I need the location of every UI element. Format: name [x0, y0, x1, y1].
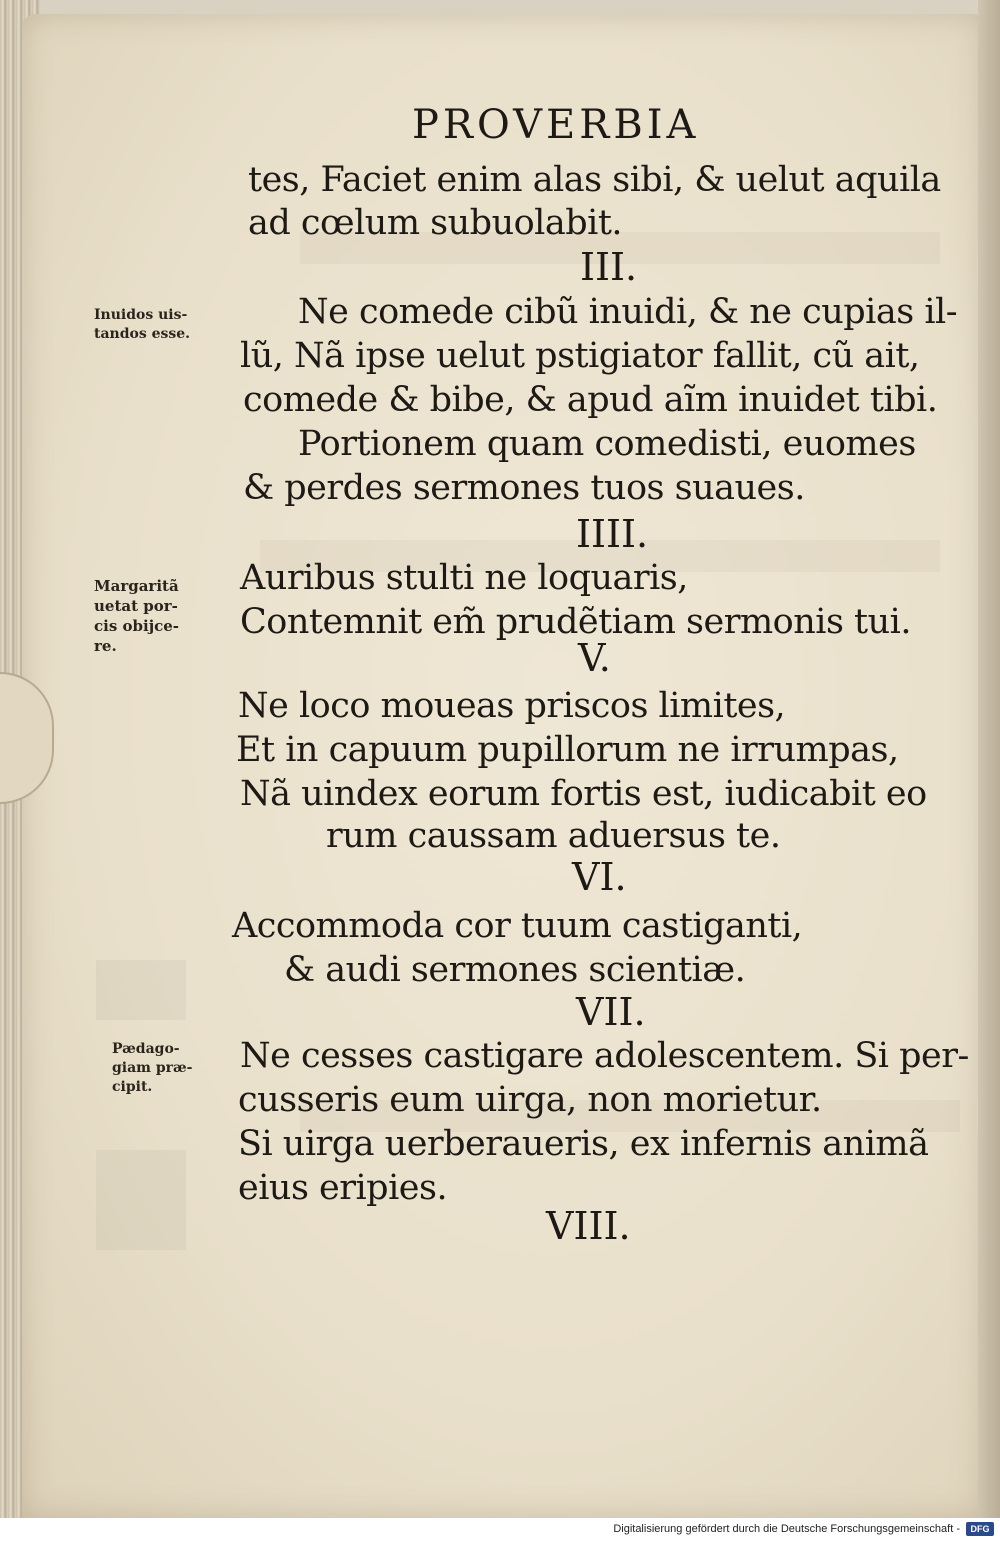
section-numeral: VI. [572, 855, 627, 899]
text-line: Nã uindex eorum fortis est, iudicabit eo [240, 774, 927, 814]
text-line: eius eripies. [238, 1168, 448, 1208]
marginal-note-margarita [94, 576, 179, 656]
section-numeral: III. [580, 245, 638, 289]
text-line: Accommoda cor tuum castiganti, [232, 906, 803, 946]
text-line: lũ, Nã ipse uelut pstigiator fallit, cũ ait, [240, 336, 920, 376]
dfg-logo: DFG [966, 1522, 994, 1536]
marginal-note-invidi [94, 306, 190, 344]
text-line: comede & bibe, & apud aĩm inuidet tibi. [243, 380, 938, 420]
marginal-line: Inuidos uis- [94, 307, 188, 323]
show-through [96, 960, 186, 1020]
text-line: Si uirga uerberaueris, ex infernis animã [238, 1124, 929, 1164]
section-numeral: VII. [576, 990, 646, 1034]
text-line: rum caussam aduersus te. [326, 816, 781, 856]
marginal-line: cipit. [112, 1079, 153, 1095]
marginal-line: tandos esse. [94, 326, 191, 342]
show-through [96, 1150, 186, 1250]
text-line: Ne comede cibũ inuidi, & ne cupias il- [298, 292, 958, 332]
section-numeral: V. [578, 636, 611, 680]
text-line: Ne cesses castigare adolescentem. Si per- [240, 1036, 969, 1076]
text-line: tes, Faciet enim alas sibi, & uelut aquila [248, 160, 941, 200]
text-line: Ne loco moueas priscos limites, [238, 686, 786, 726]
text-line: ad cœlum subuolabit. [248, 203, 623, 243]
marginal-line: uetat por- [94, 597, 178, 615]
marginal-line: re. [94, 637, 117, 655]
text-line: & perdes sermones tuos suaues. [243, 468, 805, 508]
marginal-line: Pædago- [112, 1041, 180, 1057]
marginal-note-paedagogia [112, 1040, 193, 1097]
marginal-line: giam præ- [112, 1060, 193, 1076]
text-line: Et in capuum pupillorum ne irrumpas, [236, 730, 899, 770]
section-numeral: VIII. [546, 1204, 631, 1248]
text-line: Auribus stulti ne loquaris, [240, 558, 688, 598]
section-numeral: IIII. [576, 512, 649, 556]
footer-credit: Digitalisierung gefördert durch die Deutsche Forschungsgemeinschaft - [613, 1523, 960, 1535]
running-head: PROVERBIA [412, 102, 700, 148]
text-line: Contemnit em̃ prudẽtiam sermonis tui. [240, 602, 911, 642]
marginal-line: Margaritã [94, 577, 179, 595]
page-edge-right [978, 0, 1000, 1518]
text-line: & audi sermones scientiæ. [284, 950, 746, 990]
text-line: cusseris eum uirga, non morietur. [238, 1080, 822, 1120]
footer-bar [0, 1518, 1000, 1542]
marginal-line: cis obijce- [94, 617, 180, 635]
text-line: Portionem quam comedisti, euomes [298, 424, 916, 464]
